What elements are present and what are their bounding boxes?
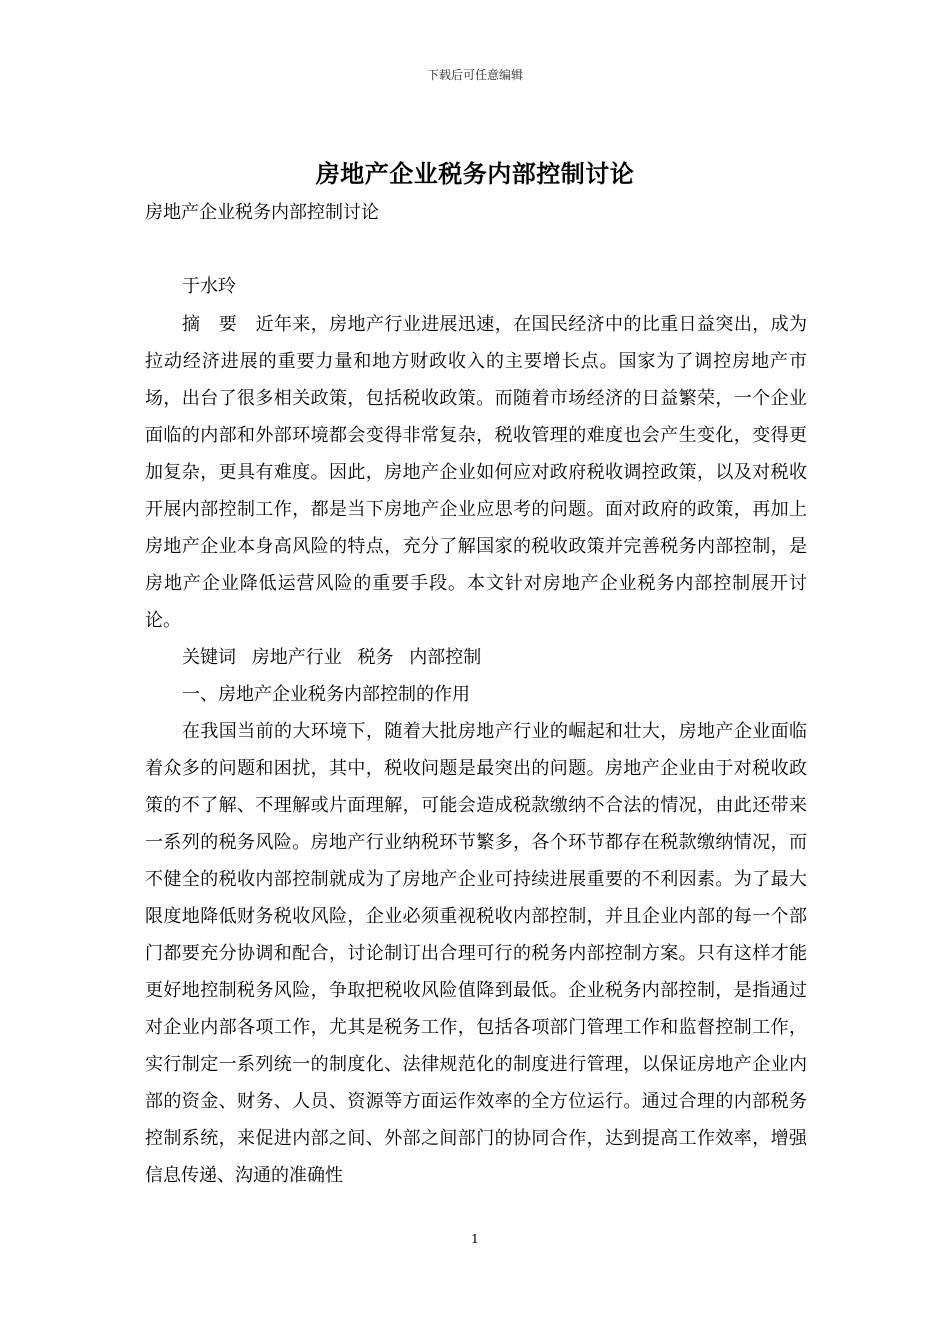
keywords-label: 关键词 [182, 647, 236, 668]
section-paragraph: 在我国当前的大环境下，随着大批房地产行业的崛起和壮大，房地产企业面临着众多的问题和困扰，其中，税收问题是最突出的问题。房地产企业由于对税收政策的不了解、不理解或片面理解，可能会造成税款缴纳不合法的情况，由此还带来一系列的税务风险。房地产行业纳税环节繁多，各个环节都存在税款缴纳情况，而不健全的税收内部控制就成为了房地产企业可持续进展重要的不利因素。为了最大限度地降低财务税收风险，企业必须重视税收内部控制，并且企业内部的每一个部门都要充分协调和配合，讨论制订出合理可行的税务内部控制方案。只有这样才能更好地控制税务风险，争取把税收风险值降到最低。企业税务内部控制，是指通过对企业内部各项工作，尤其是税务工作，包括各项部门管理工作和监督控制工作，实行制定一系列统一的制度化、法律规范化的制度进行管理，以保证房地产企业内部的资金、财务、人员、资源等方面运作效率的全方位运行。通过合理的内部税务控制系统，来促进内部之间、外部之间部门的协同合作，达到提高工作效率，增强信息传递、沟通的准确性 [145, 721, 807, 1186]
keyword-item: 税务 [357, 647, 394, 668]
document-subtitle: 房地产企业税务内部控制讨论 [145, 202, 379, 223]
keyword-item: 房地产行业 [251, 647, 342, 668]
document-body [145, 306, 807, 1194]
abstract-paragraph: 摘 要 近年来，房地产行业进展迅速，在国民经济中的比重日益突出，成为拉动经济进展的重要力量和地方财政收入的主要增长点。国家为了调控房地产市场，出台了很多相关政策，包括税收政策。而随着市场经济的日益繁荣，一个企业面临的内部和外部环境都会变得非常复杂，税收管理的难度也会产生变化，变得更加复杂，更具有难度。因此，房地产企业如何应对政府税收调控政策，以及对税收开展内部控制工作，都是当下房地产企业应思考的问题。面对政府的政策，再加上房地产企业本身高风险的特点，充分了解国家的税收政策并完善税务内部控制，是房地产企业降低运营风险的重要手段。本文针对房地产企业税务内部控制展开讨论。 [145, 314, 807, 631]
page-number: 1 [471, 1232, 479, 1246]
keywords-line [145, 639, 807, 676]
header-note: 下载后可任意编辑 [426, 68, 523, 82]
document-title: 房地产企业税务内部控制讨论 [315, 159, 635, 188]
section-heading: 一、房地产企业税务内部控制的作用 [182, 684, 470, 705]
keyword-item: 内部控制 [409, 647, 482, 668]
author-name: 于水玲 [182, 276, 236, 297]
